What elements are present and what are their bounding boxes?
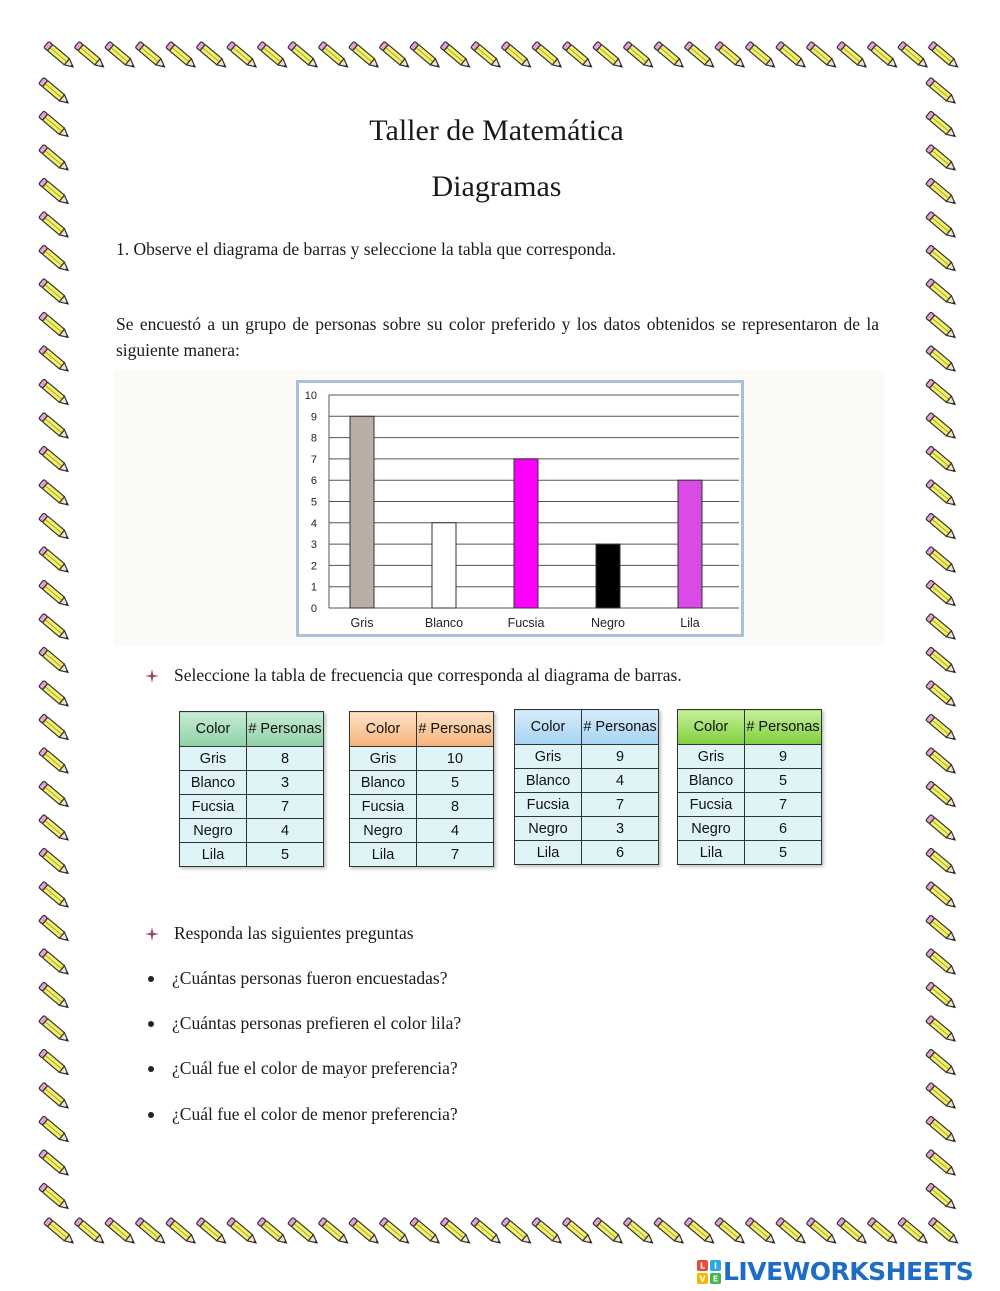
pencil-icon [39,412,71,441]
pencil-icon [39,1116,71,1145]
header-count: # Personas [745,710,822,745]
pencil-icon [501,41,533,70]
four-point-star-icon [144,668,160,684]
cell-count: 9 [745,745,822,769]
bullet-icon [148,976,154,982]
table-row [350,771,494,795]
svg-text:E: E [712,1274,719,1283]
pencil-icon [39,814,71,843]
cell-count: 10 [417,747,494,771]
svg-text:L: L [699,1261,706,1270]
table-row [678,793,822,817]
pencil-icon [926,479,958,508]
cell-color: Gris [180,747,247,771]
y-tick-label: 0 [310,603,317,615]
pencil-icon [926,1082,958,1111]
table-row [350,747,494,771]
pencil-icon [39,881,71,910]
bar-chart [299,383,741,634]
cell-count: 7 [582,793,659,817]
bullet-icon [148,1112,154,1118]
pencil-icon [39,613,71,642]
question-text: ¿Cuántas personas fueron encuestadas? [172,968,448,988]
pencil-icon [39,1082,71,1111]
x-tick-label: Fucsia [507,616,545,630]
pencil-icon [440,41,472,70]
cell-color: Fucsia [678,793,745,817]
pencil-icon [39,915,71,944]
table-row [180,795,324,819]
y-tick-label: 5 [310,496,317,509]
table-row [180,771,324,795]
pencil-icon [926,714,958,743]
y-tick-label: 2 [310,560,317,573]
cell-color: Negro [678,817,745,841]
question-item [148,1058,458,1079]
pencil-icon [623,1217,655,1246]
chart-area [114,370,884,646]
table-row [515,745,659,769]
pencil-icon [288,1217,320,1246]
pencil-icon [166,1217,198,1246]
pencil-icon [74,1217,106,1246]
pencil-icon [684,1217,716,1246]
table-row [350,795,494,819]
pencil-icon [227,41,259,70]
pencil-icon [926,546,958,575]
y-tick-label: 9 [310,411,317,424]
bar-fucsia [514,459,538,608]
pencil-icon [926,446,958,475]
bar-negro [596,544,620,608]
pencil-icon [44,41,76,70]
pencil-icon [135,1217,167,1246]
cell-count: 5 [745,769,822,793]
pencil-icon [257,41,289,70]
pencil-icon [257,1217,289,1246]
pencil-icon [39,345,71,374]
pencil-icon [471,41,503,70]
table-header-row [678,710,822,745]
table-row [678,745,822,769]
pencil-icon [39,245,71,274]
header-color: Color [515,710,582,745]
pencil-icon [39,479,71,508]
pencil-icon [806,41,838,70]
pencil-icon [105,1217,137,1246]
question-text: ¿Cuál fue el color de mayor preferencia? [172,1058,458,1078]
cell-color: Lila [678,841,745,865]
pencil-icon [926,412,958,441]
pencil-icon [39,1049,71,1078]
y-tick-label: 3 [310,539,317,552]
pencil-icon [926,1015,958,1044]
header-color: Color [350,712,417,747]
table-row [180,843,324,867]
pencil-icon [39,312,71,341]
cell-count: 4 [417,819,494,843]
pencil-icon [926,1116,958,1145]
table-row [678,841,822,865]
cell-count: 3 [247,771,324,795]
question-item [148,1013,461,1034]
cell-color: Lila [350,843,417,867]
pencil-icon [776,41,808,70]
liveworksheets-logo[interactable] [697,1257,973,1286]
pencil-icon [898,41,930,70]
four-point-star-icon [144,926,160,942]
pencil-icon [926,513,958,542]
pencil-icon [39,647,71,676]
pencil-icon [39,948,71,977]
table-row [180,747,324,771]
pencil-icon [898,1217,930,1246]
cell-count: 5 [247,843,324,867]
pencil-icon [926,144,958,173]
cell-count: 6 [582,841,659,865]
pencil-icon [745,41,777,70]
cell-count: 9 [582,745,659,769]
pencil-icon [926,982,958,1011]
pencil-icon [44,1217,76,1246]
pencil-icon [39,580,71,609]
table-header-row [515,710,659,745]
pencil-icon [39,781,71,810]
bullet-icon [148,1066,154,1072]
header-count: # Personas [247,712,324,747]
cell-color: Fucsia [515,793,582,817]
pencil-icon [593,1217,625,1246]
pencil-icon [39,714,71,743]
pencil-icon [926,211,958,240]
pencil-icon [926,77,958,106]
cell-color: Fucsia [180,795,247,819]
select-table-label: Seleccione la tabla de frecuencia que corresponda al diagrama de barras. [174,665,682,685]
svg-text:I: I [714,1261,717,1270]
pencil-icon [501,1217,533,1246]
pencil-icon [715,1217,747,1246]
cell-color: Blanco [180,771,247,795]
header-color: Color [180,712,247,747]
table-row [678,817,822,841]
pencil-icon [926,379,958,408]
pencil-icon [39,982,71,1011]
pencil-icon [867,1217,899,1246]
header-count: # Personas [417,712,494,747]
pencil-icon [318,1217,350,1246]
cell-color: Lila [180,843,247,867]
frequency-table-option-3[interactable] [514,709,659,865]
table-row [678,769,822,793]
table-row [515,817,659,841]
pencil-icon [684,41,716,70]
x-tick-label: Blanco [424,616,464,630]
page-title: Taller de Matemática [369,114,624,147]
pencil-icon [926,580,958,609]
pencil-icon [166,41,198,70]
cell-color: Negro [515,817,582,841]
cell-color: Blanco [678,769,745,793]
pencil-icon [532,1217,564,1246]
pencil-icon [926,1183,958,1212]
table-row [515,841,659,865]
pencil-icon [654,1217,686,1246]
bar-lila [678,480,702,608]
brand-name: LIVEWORKSHEETS [723,1257,974,1286]
cell-color: Fucsia [350,795,417,819]
pencil-icon [196,41,228,70]
pencil-icon [926,848,958,877]
pencil-icon [837,1217,869,1246]
pencil-icon [926,915,958,944]
cell-count: 7 [745,793,822,817]
pencil-icon [410,1217,442,1246]
pencil-icon [39,144,71,173]
cell-count: 7 [417,843,494,867]
pencil-icon [39,446,71,475]
pencil-icon [926,680,958,709]
cell-color: Blanco [350,771,417,795]
y-tick-label: 1 [310,581,317,594]
svg-text:V: V [699,1274,706,1283]
table-header-row [350,712,494,747]
pencil-icon [806,1217,838,1246]
pencil-icon [926,814,958,843]
instruction-text: 1. Observe el diagrama de barras y seleccione la tabla que corresponda. [116,239,616,259]
x-tick-label: Negro [590,616,626,630]
pencil-icon [39,848,71,877]
select-table-prompt [144,665,682,686]
pencil-icon [39,1015,71,1044]
bar-gris [350,416,374,608]
pencil-icon [926,312,958,341]
pencil-icon [349,1217,381,1246]
cell-count: 3 [582,817,659,841]
pencil-icon [471,1217,503,1246]
cell-color: Blanco [515,769,582,793]
pencil-icon [837,41,869,70]
pencil-icon [318,41,350,70]
cell-count: 6 [745,817,822,841]
question-item [148,968,448,989]
context-text: Se encuestó a un grupo de personas sobre su color preferido y los datos obtenidos se representaron de la siguiente manera: [116,314,879,360]
pencil-icon [39,546,71,575]
header-color: Color [678,710,745,745]
y-tick-label: 6 [310,475,317,488]
pencil-icon [562,41,594,70]
table-row [515,769,659,793]
x-tick-label: Lila [680,616,700,630]
table-header-row [180,712,324,747]
bar-chart-frame [296,380,744,637]
pencil-icon [39,1149,71,1178]
pencil-icon [926,1049,958,1078]
pencil-icon [440,1217,472,1246]
pencil-icon [654,41,686,70]
pencil-icon [39,211,71,240]
cell-count: 5 [745,841,822,865]
cell-count: 5 [417,771,494,795]
pencil-icon [227,1217,259,1246]
cell-color: Negro [350,819,417,843]
pencil-icon [928,41,960,70]
frequency-table-option-2[interactable] [349,711,494,867]
pencil-icon [379,1217,411,1246]
pencil-icon [410,41,442,70]
pencil-icon [288,41,320,70]
pencil-icon [926,278,958,307]
pencil-icon [39,278,71,307]
cell-count: 4 [582,769,659,793]
bar-blanco [432,523,456,608]
pencil-icon [105,41,137,70]
pencil-icon [39,680,71,709]
pencil-icon [926,747,958,776]
pencil-icon [39,747,71,776]
table-row [515,793,659,817]
pencil-icon [349,41,381,70]
questions-label: Responda las siguientes preguntas [174,923,414,943]
cell-color: Negro [180,819,247,843]
pencil-icon [926,781,958,810]
frequency-table-option-1[interactable] [179,711,324,867]
pencil-icon [379,41,411,70]
pencil-icon [135,41,167,70]
table-row [350,819,494,843]
header-count: # Personas [582,710,659,745]
pencil-icon [926,613,958,642]
pencil-icon [926,647,958,676]
pencil-icon [196,1217,228,1246]
cell-color: Gris [678,745,745,769]
pencil-icon [926,1149,958,1178]
pencil-icon [593,41,625,70]
pencil-icon [745,1217,777,1246]
pencil-icon [623,41,655,70]
question-text: ¿Cuántas personas prefieren el color lila? [172,1013,462,1033]
pencil-icon [39,1183,71,1212]
pencil-icon [39,379,71,408]
cell-color: Lila [515,841,582,865]
questions-prompt [144,923,414,944]
pencil-icon [715,41,747,70]
cell-count: 4 [247,819,324,843]
pencil-icon [926,948,958,977]
bullet-icon [148,1021,154,1027]
table-row [180,819,324,843]
cell-count: 7 [247,795,324,819]
frequency-table-option-4[interactable] [677,709,822,865]
pencil-icon [928,1217,960,1246]
cell-color: Gris [350,747,417,771]
pencil-icon [926,245,958,274]
y-tick-label: 7 [310,453,317,466]
y-tick-label: 8 [310,432,317,445]
table-row [350,843,494,867]
cell-color: Gris [515,745,582,769]
pencil-icon [562,1217,594,1246]
pencil-icon [74,41,106,70]
question-item [148,1104,458,1125]
pencil-icon [926,881,958,910]
cell-count: 8 [417,795,494,819]
pencil-icon [39,77,71,106]
y-tick-label: 4 [310,517,317,530]
pencil-icon [926,345,958,374]
pencil-icon [39,513,71,542]
pencil-icon [776,1217,808,1246]
pencil-icon [532,41,564,70]
page-subtitle: Diagramas [431,170,562,203]
question-text: ¿Cuál fue el color de menor preferencia? [172,1104,458,1124]
y-tick-label: 10 [304,390,317,402]
cell-count: 8 [247,747,324,771]
pencil-icon [867,41,899,70]
x-tick-label: Gris [350,616,374,630]
liveworksheets-logo-icon [697,1260,721,1284]
